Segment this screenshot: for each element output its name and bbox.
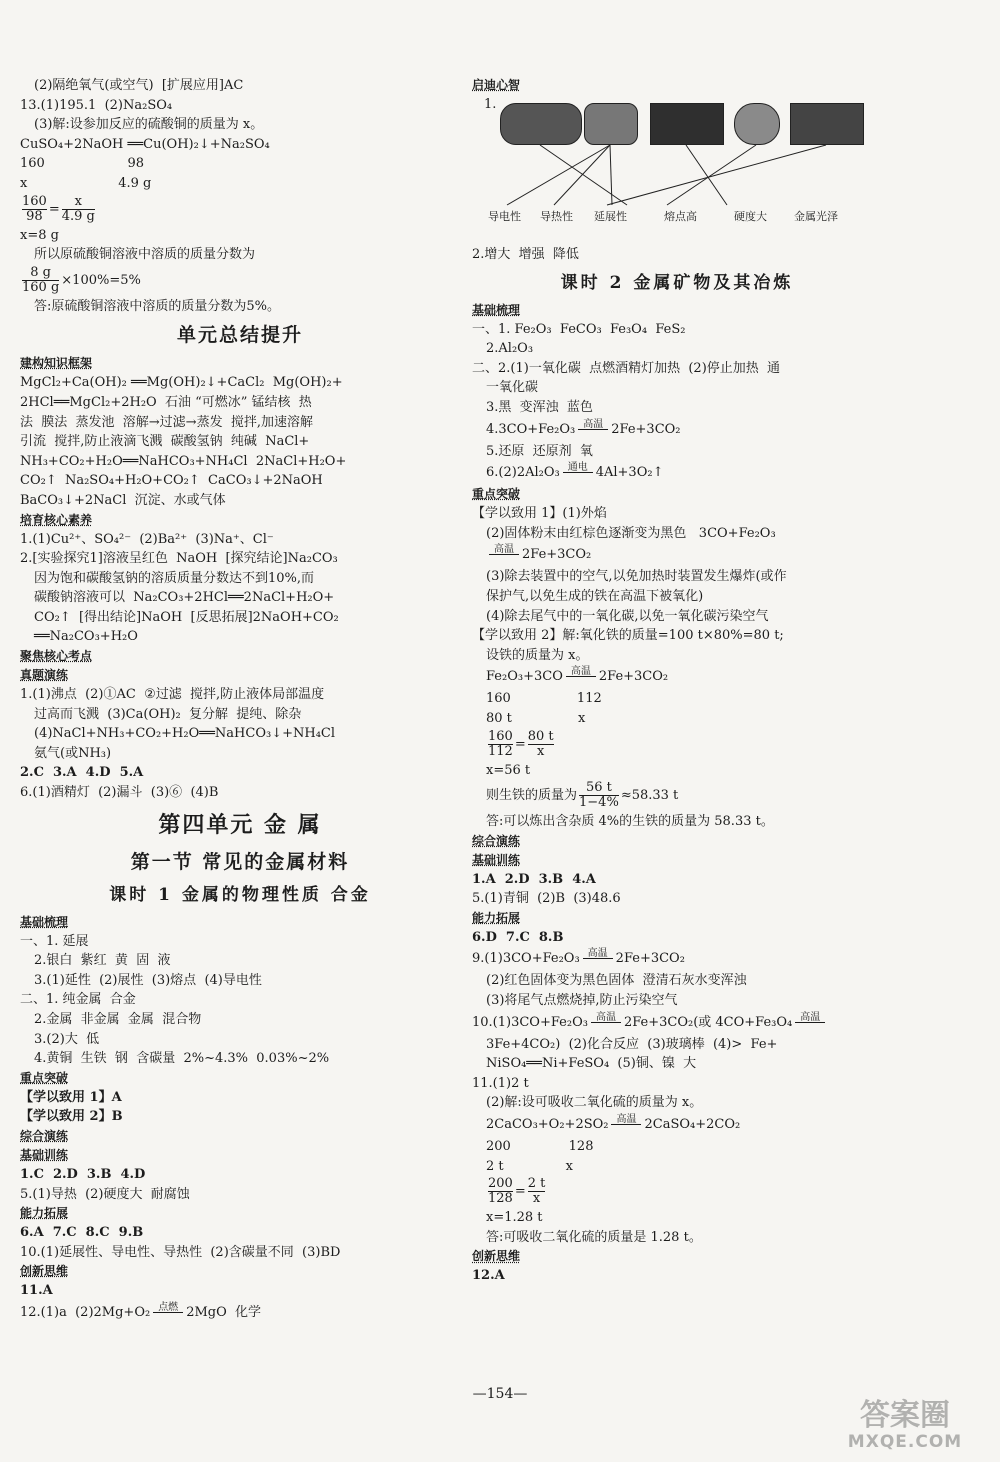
answer-line: x 4.9 g bbox=[20, 175, 152, 191]
section-heading: 综合演练 bbox=[20, 1128, 69, 1143]
condition-text: 通电 bbox=[563, 463, 593, 473]
products: 4Al+3O₂↑ bbox=[595, 465, 664, 481]
answer-line: 160 98 bbox=[20, 156, 145, 172]
condition-text: 高温 bbox=[795, 1013, 825, 1023]
answer-line: NiSO₄══Ni+FeSO₄ (5)铜、镍 大 bbox=[486, 1056, 697, 1072]
answer-line: 2.C 3.A 4.D 5.A bbox=[20, 765, 144, 781]
section-heading: 建构知识框架 bbox=[20, 356, 93, 371]
section-heading: 真题演练 bbox=[20, 668, 69, 683]
condition-text: 高温 bbox=[566, 667, 596, 677]
fraction-equation bbox=[472, 729, 882, 761]
condition-text: 高温 bbox=[583, 949, 613, 959]
products: 2Fe+3CO₂ bbox=[598, 669, 669, 685]
equation-prefix: 则生铁的质量为 bbox=[486, 788, 578, 804]
lesson-title: 课时 1 金属的物理性质 合金 bbox=[109, 884, 371, 905]
fraction bbox=[62, 195, 95, 224]
answer-line: CO₂↑ [得出结论]NaOH [反思拓展]2NaOH+CO₂ bbox=[34, 609, 339, 625]
reaction-equation bbox=[472, 947, 882, 971]
answer-line: 2HCl══MgCl₂+2H₂O 石油 “可燃冰” 锰结核 热 bbox=[20, 394, 312, 410]
section-heading: 聚焦核心考点 bbox=[20, 649, 93, 664]
answer-line: 3.(2)大 低 bbox=[34, 1031, 100, 1047]
answer-line: 5.(1)青铜 (2)B (3)48.6 bbox=[472, 891, 621, 907]
watermark-url: MXQE.COM bbox=[847, 1432, 963, 1452]
answer-line: 引流 搅拌,防止液滴飞溅 碳酸氢钠 纯碱 NaCl+ bbox=[20, 434, 310, 450]
left-column bbox=[20, 76, 460, 1325]
section-heading: 基础梳理 bbox=[472, 302, 521, 317]
section-heading: 综合演练 bbox=[472, 833, 521, 848]
denominator: 128 bbox=[488, 1191, 513, 1207]
answer-line: 设铁的质量为 x。 bbox=[486, 647, 589, 663]
answer-line: 11.A bbox=[20, 1283, 53, 1299]
reactants: 12.(1)a (2)2Mg+O₂ bbox=[20, 1304, 151, 1320]
equation-suffix: ×100%=5% bbox=[61, 272, 141, 288]
fraction-equation bbox=[20, 194, 460, 226]
reaction-equation bbox=[472, 543, 882, 567]
answer-line: CO₂↑ Na₂SO₄+H₂O+CO₂↑ CaCO₃↓+2NaOH bbox=[20, 473, 323, 489]
label-high-melting-point: 熔点高 bbox=[664, 210, 697, 223]
answer-line: 二、1. 纯金属 合金 bbox=[20, 992, 136, 1008]
watermark-logo-text: 答案圈 bbox=[860, 1398, 950, 1433]
answer-line: 一氧化碳 bbox=[486, 380, 539, 396]
section-heading: 培育核心素养 bbox=[20, 512, 93, 527]
denominator: 98 bbox=[26, 208, 43, 224]
answer-line: 2.[实验探究1]溶液呈红色 NaOH [探究结论]Na₂CO₃ bbox=[20, 551, 338, 567]
label-hardness: 硬度大 bbox=[734, 210, 767, 223]
operator: = bbox=[514, 1184, 526, 1200]
denominator: 112 bbox=[488, 743, 513, 759]
reaction-equation bbox=[20, 1301, 460, 1325]
answer-line: 2.金属 非金属 金属 混合物 bbox=[34, 1012, 202, 1027]
operator: = bbox=[514, 736, 526, 752]
label-luster: 金属光泽 bbox=[794, 210, 838, 223]
answer-line: 6.D 7.C 8.B bbox=[472, 929, 564, 945]
answer-line: 1.(1)Cu²⁺、SO₄²⁻ (2)Ba²⁺ (3)Na⁺、Cl⁻ bbox=[20, 531, 274, 547]
answer-line: 80 t x bbox=[486, 710, 586, 726]
fraction bbox=[488, 730, 513, 759]
answer-line: 2.银白 紫红 黄 固 液 bbox=[34, 953, 171, 969]
reactants: 6.(2)2Al₂O₃ bbox=[486, 465, 560, 481]
reaction-condition bbox=[486, 545, 522, 555]
fraction bbox=[528, 1177, 546, 1206]
condition-text: 高温 bbox=[578, 420, 608, 430]
answer-line: 6.A 7.C 8.C 9.B bbox=[20, 1225, 144, 1241]
products: 2Fe+3CO₂ bbox=[522, 547, 592, 563]
answer-line: 5.(1)导热 (2)硬度大 耐腐蚀 bbox=[20, 1186, 190, 1202]
right-column bbox=[472, 76, 882, 1286]
answer-line: ══Na₂CO₃+H₂O bbox=[34, 629, 138, 645]
answer-line: 6.(1)酒精灯 (2)漏斗 (3)⑥ (4)B bbox=[20, 785, 219, 801]
reaction-condition bbox=[580, 949, 616, 959]
answer-line: CuSO₄+2NaOH ══Cu(OH)₂↓+Na₂SO₄ bbox=[20, 136, 270, 152]
section-heading: 基础训练 bbox=[20, 1147, 69, 1162]
answer-line: 13.(1)195.1 (2)Na₂SO₄ bbox=[20, 97, 173, 113]
answer-line: NH₃+CO₂+H₂O══NaHCO₃+NH₄Cl 2NaCl+H₂O+ bbox=[20, 453, 347, 469]
products: 2CaSO₄+2CO₂ bbox=[644, 1117, 741, 1133]
label-conductivity: 导电性 bbox=[488, 210, 521, 223]
section-heading: 创新思维 bbox=[20, 1264, 69, 1279]
page-number: —154— bbox=[472, 1386, 528, 1402]
answer-line: 12.A bbox=[472, 1268, 505, 1284]
numerator: 2 t bbox=[527, 1176, 546, 1192]
numerator: 160 bbox=[488, 728, 513, 744]
answer-line: x=1.28 t bbox=[486, 1210, 543, 1226]
answer-line: 11.(1)2 t bbox=[472, 1075, 529, 1091]
denominator: 1−4% bbox=[579, 795, 619, 811]
condition-text: 点燃 bbox=[153, 1303, 183, 1313]
reaction-condition bbox=[792, 1013, 828, 1023]
answer-line: 160 112 bbox=[486, 691, 602, 707]
section-heading: 能力拓展 bbox=[472, 910, 521, 925]
answer-line: (4)除去尾气中的一氧化碳,以免一氧化碳污染空气 bbox=[486, 608, 769, 624]
answer-line: 【学以致用 1】A bbox=[20, 1089, 122, 1105]
reaction-condition bbox=[560, 463, 596, 473]
numerator: x bbox=[62, 195, 95, 210]
answer-line: 2 t x bbox=[486, 1158, 573, 1174]
reaction-condition bbox=[575, 420, 611, 430]
section-title: 第一节 常见的金属材料 bbox=[130, 850, 350, 873]
answer-line: x=8 g bbox=[20, 227, 59, 243]
numerator: 56 t bbox=[579, 781, 619, 796]
numerator: 160 bbox=[22, 193, 47, 209]
answer-line: 3.黑 变浑浊 蓝色 bbox=[486, 399, 593, 415]
fraction-equation bbox=[20, 265, 460, 297]
answer-line: (2)解:设可吸收二氧化硫的质量为 x。 bbox=[486, 1095, 703, 1111]
answer-line: 3.(1)延性 (2)展性 (3)熔点 (4)导电性 bbox=[34, 972, 262, 988]
label-heat-conductivity: 导热性 bbox=[540, 210, 573, 223]
answer-line: (2)隔绝氧气(或空气) [扩展应用]AC bbox=[34, 78, 244, 93]
numerator: 200 bbox=[488, 1176, 513, 1192]
answer-line: (4)NaCl+NH₃+CO₂+H₂O══NaHCO₃↓+NH₄Cl bbox=[34, 726, 336, 742]
answer-line: 4.黄铜 生铁 钢 含碳量 2%~4.3% 0.03%~2% bbox=[34, 1051, 330, 1067]
answer-line: 【学以致用 2】解:氧化铁的质量=100 t×80%=80 t; bbox=[472, 628, 784, 644]
section-title: 单元总结提升 bbox=[176, 324, 303, 347]
answer-line: 10.(1)延展性、导电性、导热性 (2)含碳量不同 (3)BD bbox=[20, 1244, 341, 1260]
operator: = bbox=[48, 201, 60, 217]
section-heading: 创新思维 bbox=[472, 1249, 521, 1264]
denominator: x bbox=[537, 743, 545, 759]
answer-line: 2.Al₂O₃ bbox=[486, 341, 534, 357]
section-heading: 基础训练 bbox=[472, 852, 521, 867]
fraction-equation bbox=[472, 780, 882, 812]
products: 2Fe+3CO₂(或 4CO+Fe₃O₄ bbox=[623, 1014, 793, 1030]
answer-line: 答:原硫酸铜溶液中溶质的质量分数为5%。 bbox=[34, 298, 281, 314]
reaction-equation bbox=[472, 1011, 882, 1035]
unit-title: 第四单元 金 属 bbox=[158, 812, 322, 838]
section-heading: 启迪心智 bbox=[472, 78, 521, 92]
answer-line: 【学以致用 1】(1)外焰 bbox=[472, 506, 607, 522]
answer-line: 法 膜法 蒸发池 溶解→过滤→蒸发 搅拌,加速溶解 bbox=[20, 414, 313, 430]
reaction-condition bbox=[150, 1303, 186, 1313]
answer-line: 【学以致用 2】B bbox=[20, 1109, 123, 1125]
answer-line: (3)除去装置中的空气,以免加热时装置发生爆炸(或作 bbox=[486, 569, 787, 585]
condition-text: 高温 bbox=[611, 1115, 641, 1125]
answer-line: 氨气(或NH₃) bbox=[34, 745, 112, 761]
reaction-condition bbox=[608, 1115, 644, 1125]
right-column-text bbox=[472, 245, 882, 1286]
fraction bbox=[22, 266, 59, 295]
watermark bbox=[820, 1400, 990, 1458]
item-number: 1. bbox=[484, 97, 497, 112]
reaction-condition bbox=[563, 667, 599, 677]
reaction-equation bbox=[472, 1113, 882, 1137]
condition-text: 高温 bbox=[489, 545, 519, 555]
matching-figure bbox=[472, 95, 882, 245]
fraction bbox=[488, 1177, 513, 1206]
reactants: 9.(1)3CO+Fe₂O₃ bbox=[472, 951, 580, 967]
condition-text: 高温 bbox=[591, 1013, 621, 1023]
answer-line: x=56 t bbox=[486, 762, 531, 778]
answer-line: 因为饱和碳酸氢钠的溶质质量分数达不到10%,而 bbox=[34, 570, 315, 586]
equation-suffix: ≈58.33 t bbox=[620, 788, 679, 804]
answer-line: 过高而飞溅 (3)Ca(OH)₂ 复分解 提纯、除杂 bbox=[34, 706, 302, 722]
reactants: Fe₂O₃+3CO bbox=[486, 669, 563, 685]
fraction bbox=[22, 195, 47, 224]
answer-line: 一、1. 延展 bbox=[20, 933, 89, 949]
reaction-condition bbox=[588, 1013, 624, 1023]
section-heading: 能力拓展 bbox=[20, 1206, 69, 1221]
answer-line: 3Fe+4CO₂) (2)化合反应 (3)玻璃棒 (4)> Fe+ bbox=[486, 1036, 778, 1052]
reactants: 2CaCO₃+O₂+2SO₂ bbox=[486, 1117, 609, 1133]
answer-line: 答:可以炼出含杂质 4%的生铁的质量为 58.33 t。 bbox=[486, 814, 774, 830]
answer-line: 1.A 2.D 3.B 4.A bbox=[472, 871, 596, 887]
denominator: x bbox=[532, 1191, 541, 1207]
answer-line: 二、2.(1)一氧化碳 点燃酒精灯加热 (2)停止加热 通 bbox=[472, 360, 781, 376]
answer-line: MgCl₂+Ca(OH)₂ ══Mg(OH)₂↓+CaCl₂ Mg(OH)₂+ bbox=[20, 375, 343, 391]
numerator: 80 t bbox=[527, 728, 554, 744]
reaction-equation bbox=[472, 418, 882, 442]
denominator: 160 g bbox=[22, 279, 60, 295]
reaction-equation bbox=[472, 665, 882, 689]
answer-line: 2.增大 增强 降低 bbox=[472, 247, 579, 262]
fraction bbox=[528, 730, 554, 759]
products: 2MgO 化学 bbox=[186, 1304, 262, 1320]
answer-line: 所以原硫酸铜溶液中溶质的质量分数为 bbox=[34, 247, 256, 263]
answer-line: 碳酸钠溶液可以 Na₂CO₃+2HCl══2NaCl+H₂O+ bbox=[34, 590, 335, 606]
section-heading: 重点突破 bbox=[20, 1070, 69, 1085]
answer-line: (3)解:设参加反应的硫酸铜的质量为 x。 bbox=[34, 117, 264, 133]
numerator: 8 g bbox=[22, 266, 59, 281]
answer-line: 1.C 2.D 3.B 4.D bbox=[20, 1166, 146, 1182]
answer-line: (3)将尾气点燃烧掉,防止污染空气 bbox=[486, 993, 678, 1009]
reactants: 10.(1)3CO+Fe₂O₃ bbox=[472, 1014, 588, 1030]
answer-line: 200 128 bbox=[486, 1139, 594, 1155]
answer-line: 5.还原 还原剂 氧 bbox=[486, 443, 593, 459]
reaction-equation bbox=[472, 461, 882, 485]
fraction bbox=[579, 781, 619, 810]
label-ductility: 延展性 bbox=[594, 210, 627, 223]
answer-line: (2)红色固体变为黑色固体 澄清石灰水变浑浊 bbox=[486, 973, 747, 989]
answer-line: 1.(1)沸点 (2)①AC ②过滤 搅拌,防止液体局部温度 bbox=[20, 687, 325, 703]
products: 2Fe+3CO₂ bbox=[611, 421, 681, 437]
answer-line: 保护气,以免生成的铁在高温下被氧化) bbox=[486, 588, 704, 604]
lesson-title: 课时 2 金属矿物及其冶炼 bbox=[560, 272, 794, 293]
answer-line: (2)固体粉末由红棕色逐渐变为黑色 3CO+Fe₂O₃ bbox=[486, 525, 776, 541]
products: 2Fe+3CO₂ bbox=[615, 951, 685, 967]
reactants: 4.3CO+Fe₂O₃ bbox=[486, 421, 576, 437]
section-heading: 重点突破 bbox=[472, 487, 521, 502]
answer-line: BaCO₃↓+2NaCl 沉淀、水或气体 bbox=[20, 492, 226, 508]
fraction-equation bbox=[472, 1176, 882, 1208]
section-heading: 基础梳理 bbox=[20, 914, 69, 929]
answer-line: 一、1. Fe₂O₃ FeCO₃ Fe₃O₄ FeS₂ bbox=[472, 321, 686, 337]
denominator: 4.9 g bbox=[61, 208, 95, 224]
answer-line: 答:可吸收二氧化硫的质量是 1.28 t。 bbox=[486, 1229, 702, 1245]
